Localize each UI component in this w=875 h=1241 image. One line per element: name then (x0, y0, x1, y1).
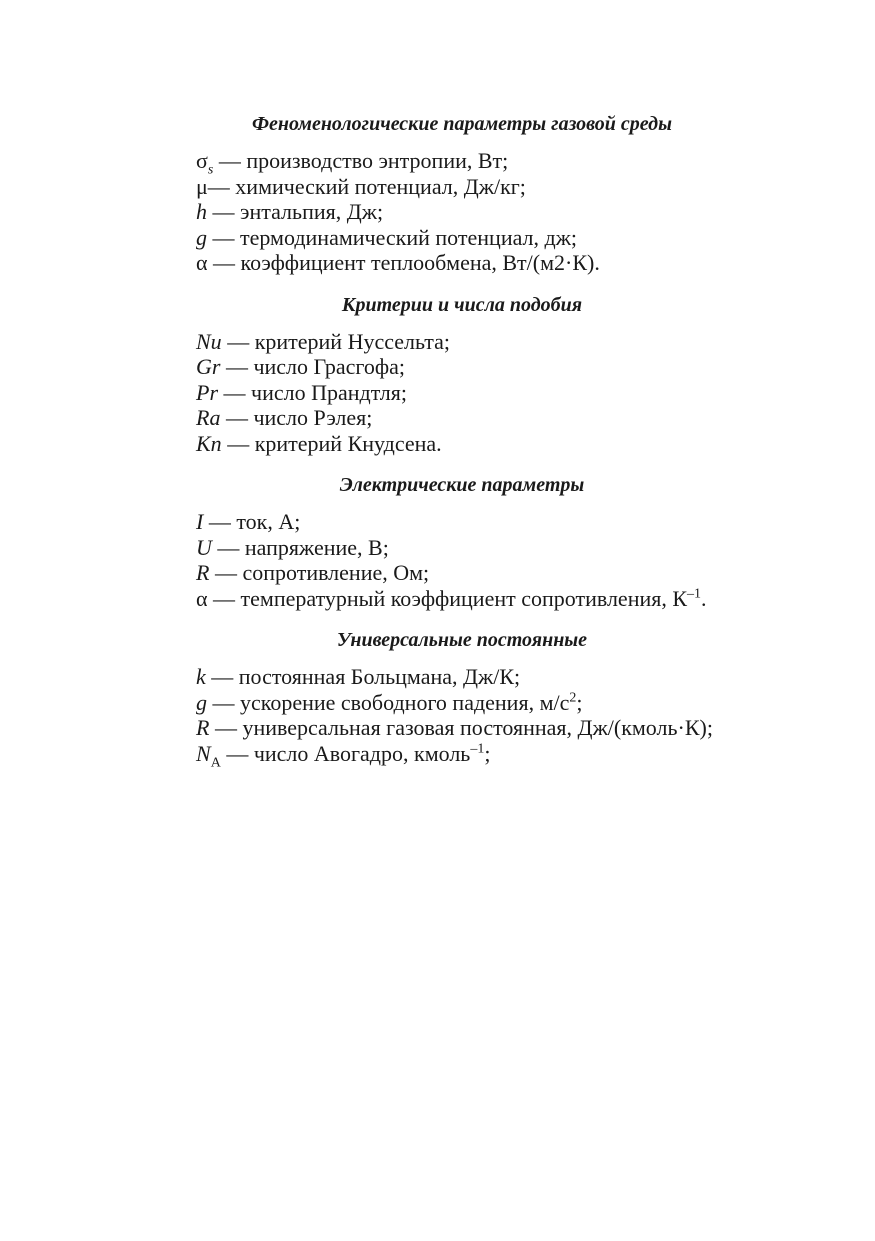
document-page (196, 110, 776, 781)
definition-item: $\sigma_s$ — производство энтропии, Вт; (196, 148, 509, 178)
definition-item: g — термодинамический потенциал, дж; (196, 224, 578, 250)
section-phenomenological (196, 110, 776, 276)
definition-list (196, 509, 776, 611)
definition-item: I — ток, А; (196, 509, 301, 534)
section-similarity-criteria (196, 291, 776, 457)
definition-item: g — ускорение свободного падения, $м/с^2$; (196, 689, 583, 715)
definition-list (196, 148, 776, 276)
definition-list (196, 664, 776, 770)
definition-item: α — температурный коэффициент сопротивления, $К^{-1}$. (196, 585, 707, 611)
definition-item: R — сопротивление, Ом; (196, 560, 430, 585)
definition-item: Nu — критерий Нуссельта; (196, 328, 450, 354)
section-universal-constants (196, 626, 776, 770)
definition-item: Gr — число Грасгофа; (196, 354, 406, 379)
definition-item: $N_A$ — число Авогадро, кмоль$^{-1}$; (196, 740, 491, 770)
definition-item: Ra — число Рэлея; (196, 405, 373, 430)
section-title: Феноменологические параметры газовой среды (252, 113, 672, 135)
definition-item: U — напряжение, В; (196, 534, 389, 560)
definition-item: Kn — критерий Кнудсена. (196, 430, 442, 456)
section-title: Универсальные постоянные (336, 629, 588, 651)
definition-item: h — энтальпия, Дж; (196, 199, 384, 224)
definition-item: α — коэффициент теплообмена, Вт/(м2·К). (196, 250, 600, 275)
definition-item: Pr — число Прандтля; (196, 379, 407, 405)
definition-item: R — универсальная газовая постоянная, Дж/(кмоль·К); (196, 715, 713, 740)
section-electrical (196, 471, 776, 611)
definition-item: μ— химический потенциал, Дж/кг; (196, 173, 526, 199)
section-title: Критерии и числа подобия (341, 293, 583, 316)
definition-item: k — постоянная Больцмана, Дж/К; (196, 664, 521, 689)
definition-list (196, 329, 776, 457)
section-title: Электрические параметры (339, 474, 585, 496)
